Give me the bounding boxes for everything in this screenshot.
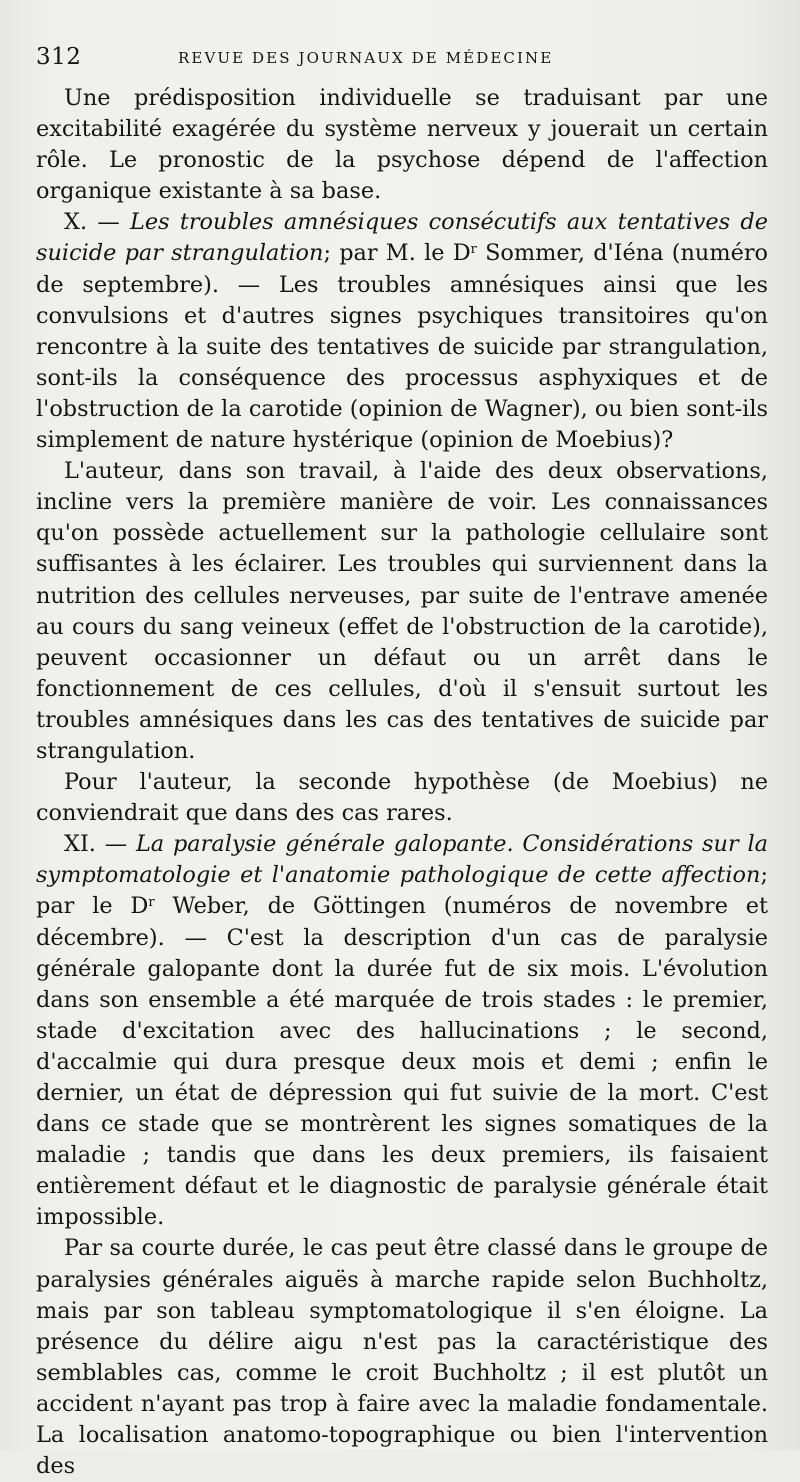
paragraph: Pour l'auteur, la seconde hypothèse (de Moebius) ne conviendrait que dans des cas rares. <box>36 769 768 827</box>
article-body <box>36 83 768 1482</box>
page-number: 312 <box>36 44 82 70</box>
section-title: Les troubles amnésiques consécutifs aux tentatives de suicide par strangulation <box>36 209 768 267</box>
page-header <box>36 44 760 74</box>
paragraph: Par sa courte durée, le cas peut être classé dans le groupe de paralysies générales aiguës à marche rapide selon Buchholtz, mais par son tableau symptomatologique il s'en éloigne. La présence du délire aigu n'est pas la caractéristique des semblables cas, comme le croit Buchholtz ; il est plutôt un accident n'ayant pas trop à faire avec la maladie fondamentale. La localisation anatomo-topographique ou bien l'intervention des <box>36 1235 768 1480</box>
section-number: XI. — <box>64 831 136 858</box>
section-title: La paralysie générale galopante. Considérations sur la symptomatologie et l'anatomie pathologique de cette affection <box>36 831 768 889</box>
author-citation: ; par M. le D <box>323 240 471 267</box>
running-head: REVUE DES JOURNAUX DE MÉDECINE <box>178 49 554 67</box>
paragraph: L'auteur, dans son travail, à l'aide des deux observations, incline vers la première manière de voir. Les connaissances qu'on possède actuellement sur la pathologie cellulaire sont suffisantes à les éclairer. Les troubles qui surviennent dans la nutrition des cellules nerveuses, par suite de l'entrave amenée au cours du sang veineux (effet de l'obstruction de la carotide), peuvent occasionner un défaut ou un arrêt dans le fonctionnement de ces cellules, d'où il s'ensuit surtout les troubles amnésiques dans les cas des tentatives de suicide par strangulation. <box>36 458 768 764</box>
paragraph: Une prédisposition individuelle se traduisant par une excitabilité exagérée du système nerveux y jouerait un certain rôle. Le pronostic de la psychose dépend de l'affection organique existante à sa base. <box>36 85 768 205</box>
author-citation: ; par le D <box>36 862 768 920</box>
section-number: X. — <box>64 209 130 236</box>
section-xi-paragraph: XI. — La paralysie générale galopante. Considérations sur la symptomatologie et l'anatomie pathologique de cette affection; par le $D^r$ Weber, de Göttingen (numéros de novembre et décembre). — C'est la description d'un cas de paralysie générale galopante dont la durée fut de six mois. L'évolution dans son ensemble a été marquée de trois stades : le premier, stade d'excitation avec des hallucinations ; le second, d'accalmie qui dura presque deux mois et demi ; enfin le dernier, un état de dépression qui fut suivie de la mort. C'est dans ce stade que se montrèrent les signes somatiques de la maladie ; tandis que dans les deux premiers, ils faisaient entièrement défaut et le diagnostic de paralysie générale était impossible. <box>36 831 769 1231</box>
section-x-paragraph: X. — Les troubles amnésiques consécutifs aux tentatives de suicide par strangulation; par M. le $D^r$ Sommer, d'Iéna (numéro de septembre). — Les troubles amnésiques ainsi que les convulsions et d'autres signes psychiques transitoires qu'on rencontre à la suite des tentatives de suicide par strangulation, sont-ils la conséquence des processus asphyxiques et de l'obstruction de la carotide (opinion de Wagner), ou bien sont-ils simplement de nature hystérique (opinion de Moebius)? <box>36 209 769 454</box>
